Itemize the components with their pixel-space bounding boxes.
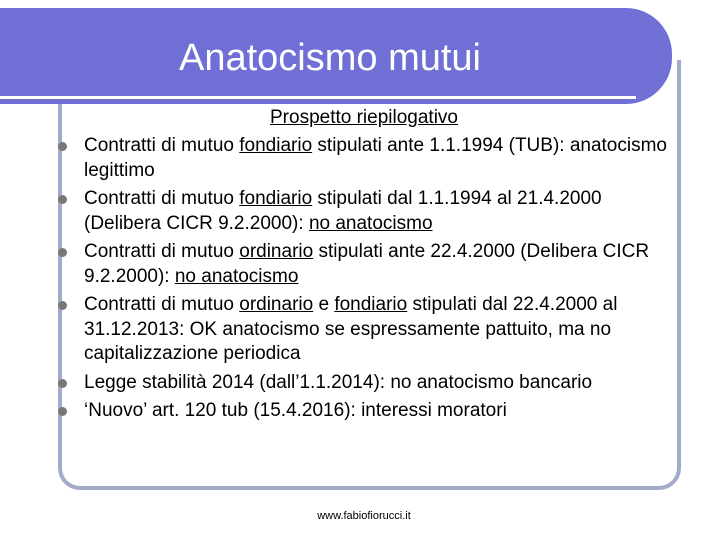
- bullet-item: [58, 293, 678, 367]
- underlined-text: fondiario: [239, 135, 313, 156]
- bullet-dot-icon: [58, 142, 67, 151]
- bullet-dot-icon: [58, 301, 67, 310]
- bullet-item: [58, 371, 678, 396]
- bullet-item: [58, 187, 678, 236]
- footer-url: www.fabiofiorucci.it: [317, 510, 411, 522]
- bullet-text: stipulati dal 22.4.2000 al 31.12.2013: OK anatocismo se espressamente pattuito, ma no capitalizzazione periodica: [84, 294, 618, 364]
- bullet-text: Legge stabilità 2014 (dall’1.1.2014): no anatocismo bancario: [84, 371, 593, 393]
- underlined-text: no anatocismo: [174, 265, 299, 287]
- bullet-text: Contratti di mutuo: [84, 188, 240, 209]
- underlined-text: ordinario: [239, 241, 314, 262]
- underlined-text: no anatocismo: [308, 212, 433, 234]
- bullet-text: Contratti di mutuo: [84, 294, 240, 315]
- bullet-dot-icon: [58, 195, 67, 204]
- title-bar: [0, 8, 672, 104]
- bullet-dot-icon: [58, 379, 67, 388]
- bullet-dot-icon: [58, 248, 67, 257]
- title-underline: [0, 96, 636, 99]
- bullet-item: [58, 134, 678, 183]
- bullet-text: stipulati dal 1.1.1994 al 21.4.2000 (Delibera CICR 9.2.2000):: [84, 188, 602, 234]
- underlined-text: fondiario: [239, 188, 313, 209]
- bullet-text: stipulati ante 1.1.1994 (TUB): anatocismo legittimo: [84, 135, 667, 181]
- underlined-text: ordinario: [239, 294, 314, 315]
- slide-subtitle: Prospetto riepilogativo: [270, 107, 458, 128]
- bullet-text: stipulati ante 22.4.2000 (Delibera CICR 9.2.2000):: [84, 241, 650, 287]
- slide-title: Anatocismo mutui: [178, 37, 481, 79]
- bullet-item: [58, 399, 678, 424]
- bullet-text: e: [313, 294, 335, 315]
- bullet-item: [58, 240, 678, 289]
- underlined-text: fondiario: [334, 294, 408, 315]
- bullet-dot-icon: [58, 407, 67, 416]
- bullet-text: ‘Nuovo’ art. 120 tub (15.4.2016): interessi moratori: [84, 400, 507, 421]
- bullet-list: [58, 134, 678, 428]
- bullet-text: Contratti di mutuo: [84, 135, 240, 156]
- bullet-text: Contratti di mutuo: [84, 241, 240, 262]
